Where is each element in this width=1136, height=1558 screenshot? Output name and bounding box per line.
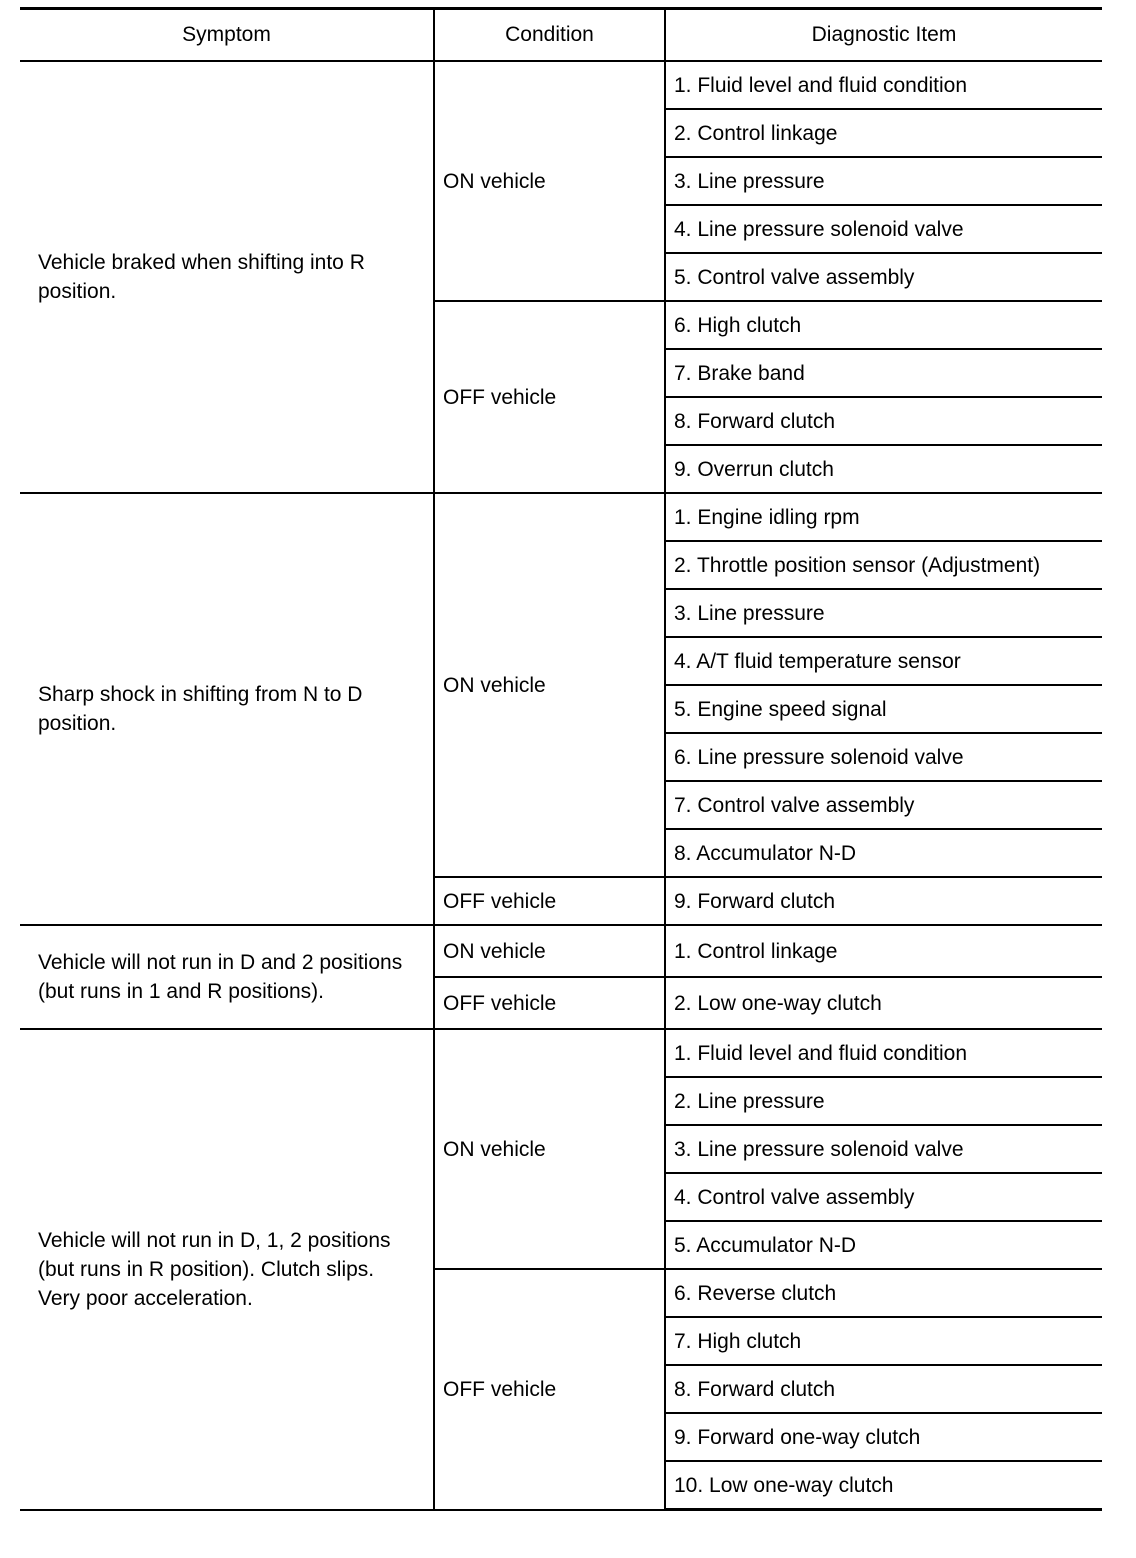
diagnostic-item: 9. Overrun clutch [665,445,1102,493]
diagnostic-item: 2. Control linkage [665,109,1102,157]
diagnostic-item: 1. Fluid level and fluid condition [665,61,1102,109]
diagnostic-item: 9. Forward clutch [665,877,1102,925]
condition-cell: OFF vehicle [434,1269,665,1510]
diagnostic-item: 3. Line pressure [665,157,1102,205]
symptom-cell: Vehicle will not run in D and 2 positions (but runs in 1 and R positions). [20,925,434,1029]
condition-cell: OFF vehicle [434,977,665,1029]
diagnostic-table [20,7,1102,1511]
diagnostic-item: 7. Control valve assembly [665,781,1102,829]
condition-cell: ON vehicle [434,493,665,877]
diagnostic-item: 1. Control linkage [665,925,1102,977]
diagnostic-item: 5. Accumulator N-D [665,1221,1102,1269]
diagnostic-item: 6. Reverse clutch [665,1269,1102,1317]
diagnostic-item: 5. Engine speed signal [665,685,1102,733]
diagnostic-item: 2. Throttle position sensor (Adjustment) [665,541,1102,589]
condition-cell: ON vehicle [434,61,665,301]
header-row [20,9,1102,62]
diagnostic-item: 4. Control valve assembly [665,1173,1102,1221]
diagnostic-item: 9. Forward one-way clutch [665,1413,1102,1461]
diagnostic-item: 5. Control valve assembly [665,253,1102,301]
diagnostic-item: 1. Engine idling rpm [665,493,1102,541]
diagnostic-item: 4. A/T fluid temperature sensor [665,637,1102,685]
diagnostic-item: 3. Line pressure [665,589,1102,637]
diagnostic-item: 8. Forward clutch [665,1365,1102,1413]
symptom-cell: Sharp shock in shifting from N to D position. [20,493,434,925]
table-row [20,1029,1102,1077]
symptom-cell: Vehicle braked when shifting into R position. [20,61,434,493]
diagnostic-item: 10. Low one-way clutch [665,1461,1102,1510]
condition-header: Condition [434,9,665,62]
diagnostic-item: 1. Fluid level and fluid condition [665,1029,1102,1077]
condition-cell: ON vehicle [434,925,665,977]
diagnostic-item: 2. Low one-way clutch [665,977,1102,1029]
condition-cell: ON vehicle [434,1029,665,1269]
table-row [20,493,1102,541]
diagnostic-item: 4. Line pressure solenoid valve [665,205,1102,253]
symptom-cell: Vehicle will not run in D, 1, 2 positions (but runs in R position). Clutch slips. Very poor acceleration. [20,1029,434,1510]
diagnostic-item: 7. Brake band [665,349,1102,397]
diagnostic-item: 7. High clutch [665,1317,1102,1365]
diagnostic-item-header: Diagnostic Item [665,9,1102,62]
symptom-header: Symptom [20,9,434,62]
diagnostic-item: 2. Line pressure [665,1077,1102,1125]
diagnostic-item: 8. Accumulator N-D [665,829,1102,877]
diagnostic-item: 8. Forward clutch [665,397,1102,445]
diagnostic-item: 6. Line pressure solenoid valve [665,733,1102,781]
condition-cell: OFF vehicle [434,877,665,925]
diagnostic-item: 3. Line pressure solenoid valve [665,1125,1102,1173]
condition-cell: OFF vehicle [434,301,665,493]
table-body [20,61,1102,1510]
diagnostic-item: 6. High clutch [665,301,1102,349]
table-row [20,925,1102,977]
table-row [20,61,1102,109]
